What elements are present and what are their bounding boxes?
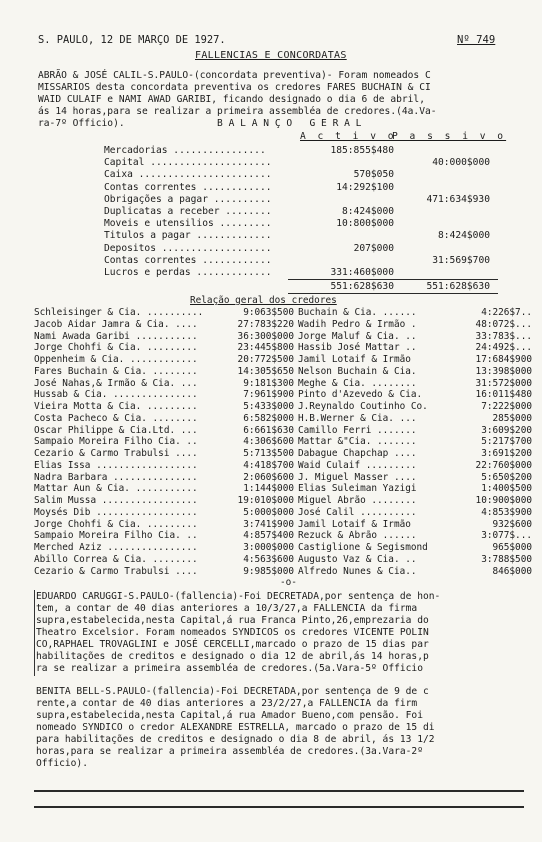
paragraph-line: ra se realizar a primeira assembléa de credores.(5a.Vara-5º Officio — [36, 663, 423, 674]
balance-label: Contas correntes ............ — [104, 254, 272, 266]
balance-label: Depositos ................... — [104, 242, 272, 254]
creditor-name: Rezuck & Abrão ...... — [298, 530, 417, 542]
concordata-line: WAID CULAIF e NAMI AWAD GARIBI, ficando designado o dia 6 de abril, — [38, 94, 425, 105]
balance-label: Mercadorias ................ — [104, 145, 266, 156]
creditor-amount: 4:306$600 — [243, 436, 294, 448]
balance-label: Lucros e perdas ............. — [104, 267, 272, 278]
creditor-name: Jorge Maluf & Cia. .. — [298, 330, 417, 342]
creditor-name: Vieira Motta & Cia. ......... — [34, 401, 198, 412]
creditor-name: Castiglione & Segismond — [298, 542, 428, 553]
creditor-amount: 9:985$000 — [243, 565, 294, 577]
creditor-amount: 1:144$000 — [243, 483, 294, 495]
creditor-name: Nami Awada Garibi ........... — [34, 330, 198, 342]
creditors-heading: Relação geral dos credores — [190, 295, 337, 306]
paragraph-line: para habilitações de creditos e designado o dia 8 de abril, ás 13 1/2 — [36, 734, 435, 745]
creditor-amount: 1:400$500 — [481, 483, 532, 495]
creditor-amount: 13:398$000 — [475, 365, 532, 377]
creditor-amount: 3:691$200 — [481, 448, 532, 459]
creditor-amount: 16:011$480 — [475, 389, 532, 401]
creditor-amount: 9:181$300 — [243, 377, 294, 389]
activo-column-header: A c t i v o — [300, 131, 397, 142]
creditor-name: Sampaio Moreira Filho Cia. .. — [34, 436, 198, 448]
concordata-line: ra-7º Officio). B A L A N Ç O G E R A L — [38, 118, 362, 129]
creditor-amount: 5:433$000 — [243, 401, 294, 412]
concordata-line: ABRÃO & JOSÉ CALIL-S.PAULO-(concordata preventiva)- Foram nomeados C — [38, 70, 431, 81]
creditor-amount: 31:572$000 — [475, 377, 532, 389]
creditor-name: Mattar &"Cia. ....... — [298, 436, 417, 448]
creditor-amount: 19:010$000 — [237, 495, 294, 506]
creditor-name: Jamil Lotaif & Irmão — [298, 354, 411, 365]
balance-label: Contas correntes ............ — [104, 181, 272, 193]
margin-rule — [34, 590, 35, 676]
section-title: FALLENCIAS E CONCORDATAS — [195, 50, 347, 61]
paragraph-line: habilitações de creditos e designado o dia 12 de abril,ás 14 horas,p — [36, 651, 429, 662]
passivo-column-header: P a s s i v o — [392, 131, 507, 142]
creditor-amount: 5:000$000 — [243, 506, 294, 518]
creditor-name: Alfredo Nunes & Cia.. — [298, 565, 417, 577]
paragraph-line: EDUARDO CARUGGI-S.PAULO-(fallencia)-Foi DECRETADA,por sentença de hon- — [36, 591, 441, 602]
balance-passivo-value: 31:569$700 — [432, 254, 490, 266]
paragraph-line: CO,RAPHAEL TROVAGLINI e JOSÉ CERCELLI,marcado o prazo de 15 dias par — [36, 639, 429, 650]
creditor-name: Dabague Chapchap .... — [298, 448, 417, 459]
creditor-amount: 6:582$000 — [243, 412, 294, 424]
total-activo: 551:628$630 — [330, 281, 394, 292]
creditor-name: J.Reynaldo Coutinho Co. — [298, 401, 428, 412]
paragraph-line: supra,estabelecida,nesta Capital,á rua Franca Pinto,26,emprezaria do — [36, 615, 429, 626]
creditor-amount: 5:713$500 — [243, 448, 294, 459]
creditor-amount: 5:217$700 — [481, 436, 532, 448]
creditor-amount: 4:226$7.. — [481, 307, 532, 318]
paragraph-line: horas,para se realizar a primeira assembléa de credores.(3a.Vara-2º — [36, 746, 423, 757]
paragraph-line: BENITA BELL-S.PAULO-(fallencia)-Foi DECRETADA,por sentença de 9 de c — [36, 686, 429, 697]
balance-activo-value: 8:424$000 — [342, 206, 394, 217]
creditor-name: Camillo Ferri ....... — [298, 424, 417, 436]
creditor-amount: 2:060$600 — [243, 471, 294, 483]
balance-activo-value: 331:460$000 — [330, 267, 394, 278]
creditor-amount: 20:772$500 — [237, 354, 294, 365]
total-underline — [288, 293, 498, 294]
creditor-name: Oscar Philippe & Cia.Ltd. ... — [34, 424, 198, 436]
creditor-amount: 22:760$000 — [475, 459, 532, 471]
creditor-name: Fares Buchain & Cia. ........ — [34, 365, 198, 377]
creditor-amount: 4:418$700 — [243, 459, 294, 471]
creditor-name: Schleisinger & Cia. .......... — [34, 307, 204, 318]
balance-activo-value: 10:800$000 — [336, 218, 394, 230]
creditor-amount: 14:305$650 — [237, 365, 294, 377]
balance-activo-value: 207$000 — [353, 242, 394, 254]
creditor-amount: 965$000 — [492, 542, 532, 553]
creditor-amount: 27:783$220 — [237, 318, 294, 330]
concordata-line: ás 14 horas,para se realizar a primeira assembléa de credores.(4a.Va- — [38, 106, 437, 117]
balance-label: Caixa ....................... — [104, 169, 272, 181]
creditor-amount: 3:741$900 — [243, 518, 294, 530]
creditor-name: Jorge Chohfi & Cia. ......... — [34, 518, 198, 530]
paragraph-line: nomeado SYNDICO o credor ALEXANDRE ESTRELLA, marcado o prazo de 15 di — [36, 722, 435, 733]
creditor-amount: 48:072$... — [475, 318, 532, 330]
concordata-line: MISSARIOS desta concordata preventiva os credores FARES BUCHAIN & CI — [38, 82, 431, 93]
balance-activo-value: 14:292$100 — [336, 181, 394, 193]
creditor-name: José Nahas,& Irmão & Cia. ... — [34, 377, 198, 389]
bottom-rule — [34, 806, 524, 808]
creditor-amount: 17:684$900 — [475, 354, 532, 365]
creditor-amount: 4:563$600 — [243, 553, 294, 565]
paragraph-line: Theatro Excelsior. Foram nomeados SYNDICOS os credores VICENTE POLIN — [36, 627, 429, 638]
document-number: Nº 749 — [457, 34, 496, 46]
creditor-amount: 4:857$400 — [243, 530, 294, 542]
creditor-amount: 3:609$200 — [481, 424, 532, 436]
creditor-name: Abillo Correa & Cia. ........ — [34, 553, 198, 565]
total-passivo: 551:628$630 — [426, 281, 490, 292]
creditor-name: Sampaio Moreira Filho Cia. .. — [34, 530, 198, 542]
creditor-name: Salim Mussa ................. — [34, 495, 198, 506]
balance-passivo-value: 8:424$000 — [438, 230, 490, 242]
paragraph-line: tem, a contar de 40 dias anteriores a 10/3/27,a FALLENCIA da firma — [36, 603, 418, 614]
creditor-name: Hassib José Mattar .. — [298, 342, 417, 354]
creditor-amount: 24:492$... — [475, 342, 532, 354]
creditor-name: Jamil Lotaif & Irmão — [298, 518, 411, 530]
creditor-name: Oppenheim & Cia. ............ — [34, 354, 198, 365]
creditor-name: Jorge Chohfi & Cia. ......... — [34, 342, 198, 354]
creditor-name: Augusto Vaz & Cia. .. — [298, 553, 417, 565]
creditor-amount: 9:063$500 — [243, 307, 294, 318]
creditor-amount: 6:661$630 — [243, 424, 294, 436]
balance-label: Duplicatas a receber ........ — [104, 206, 272, 217]
creditor-name: Nelson Buchain & Cia. — [298, 365, 417, 377]
creditor-name: Moysés Dib .................. — [34, 506, 198, 518]
creditor-amount: 3:077$... — [481, 530, 532, 542]
creditor-amount: 7:961$900 — [243, 389, 294, 401]
creditor-name: Hussab & Cia. ............... — [34, 389, 198, 401]
creditor-amount: 285$000 — [492, 412, 532, 424]
creditor-amount: 4:853$900 — [481, 506, 532, 518]
creditor-name: Merched Aziz ................ — [34, 542, 198, 553]
paragraph-line: supra,estabelecida,nesta Capital,á rua Amador Bueno,com pensão. Foi — [36, 710, 423, 721]
separator: -o- — [280, 577, 297, 588]
creditor-name: Elias Suleiman Yazigi — [298, 483, 417, 495]
creditor-name: Pinto d'Azevedo & Cia. — [298, 389, 423, 401]
creditor-name: H.B.Werner & Cia. ... — [298, 412, 417, 424]
dateline: S. PAULO, 12 DE MARÇO DE 1927. — [38, 34, 226, 46]
balance-label: Obrigações a pagar .......... — [104, 193, 272, 205]
balance-label: Capital ..................... — [104, 157, 272, 169]
creditor-amount: 932$600 — [492, 518, 532, 530]
creditor-name: Mattar Aun & Cia. ........... — [34, 483, 198, 495]
creditor-amount: 10:900$000 — [475, 495, 532, 506]
creditor-name: José Calil .......... — [298, 506, 417, 518]
creditor-amount: 846$000 — [492, 565, 532, 577]
total-rule — [288, 279, 498, 280]
creditor-name: Nadra Barbara ............... — [34, 471, 198, 483]
creditor-amount: 3:788$500 — [481, 553, 532, 565]
balance-label: Titulos a pagar ............. — [104, 230, 272, 242]
paragraph-line: rente,a contar de 40 dias anteriores a 23/2/27,a FALLENCIA da firm — [36, 698, 418, 709]
creditor-name: Waid Culaif ......... — [298, 459, 417, 471]
creditor-amount: 7:222$000 — [481, 401, 532, 412]
creditor-name: Jacob Aidar Jamra & Cia. .... — [34, 318, 198, 330]
creditor-name: Elias Issa .................. — [34, 459, 198, 471]
creditor-amount: 36:300$000 — [237, 330, 294, 342]
balance-passivo-value: 40:000$000 — [432, 157, 490, 169]
balance-activo-value: 185:855$480 — [330, 145, 394, 156]
balance-passivo-value: 471:634$930 — [426, 193, 490, 205]
creditor-name: Cezario & Carmo Trabulsi .... — [34, 565, 198, 577]
creditor-name: Costa Pacheco & Cia. ........ — [34, 412, 198, 424]
bottom-rule — [34, 790, 524, 792]
creditor-name: Buchain & Cia. ...... — [298, 307, 417, 318]
creditor-amount: 3:000$000 — [243, 542, 294, 553]
balance-label: Moveis e utensilios ......... — [104, 218, 272, 230]
balance-activo-value: 570$050 — [353, 169, 394, 181]
paragraph-line: Officio). — [36, 758, 88, 769]
creditor-amount: 23:445$800 — [237, 342, 294, 354]
creditor-name: Miguel Abrão ........ — [298, 495, 417, 506]
creditor-amount: 33:783$... — [475, 330, 532, 342]
creditor-name: J. Miguel Masser .... — [298, 471, 417, 483]
creditor-name: Cezario & Carmo Trabulsi .... — [34, 448, 198, 459]
creditor-amount: 5:650$200 — [481, 471, 532, 483]
creditor-name: Meghe & Cia. ........ — [298, 377, 417, 389]
creditor-name: Wadih Pedro & Irmão . — [298, 318, 417, 330]
